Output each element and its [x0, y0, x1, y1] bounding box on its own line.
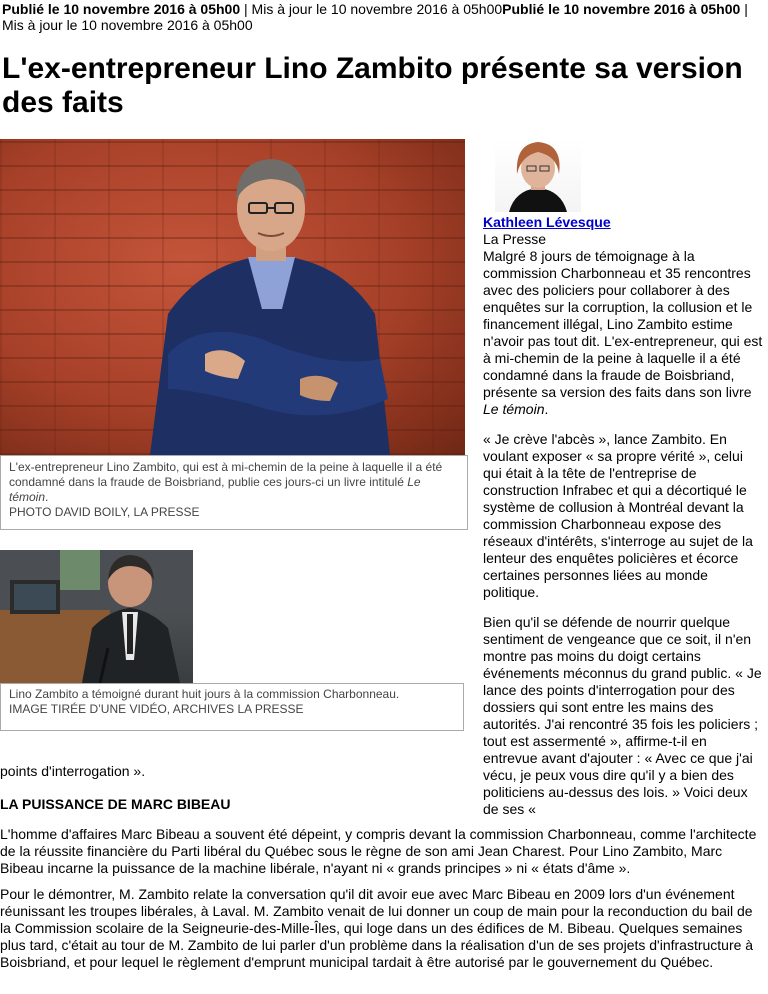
paragraph-interrogation: Bien qu'il se défende de nourrir quelque sentiment de vengeance que ce soit, il n'en montre pas moins du doigt certains événements méconnus du grand public. « Je lance des points d'interrogation pour des dossiers qui sont entre les mains des autorités. J'ai rencontré 35 fois les policiers ; tout est assermenté », affirme-t-il en entrevue avant d'ajouter : « Avec ce que j'ai vécu, je peux vous dire qu'il y a bien des politiciens au-dessus des lois. » Voici deux de ses « — [483, 614, 762, 817]
portrait-illustration — [0, 139, 465, 455]
section-heading: LA PUISSANCE DE MARC BIBEAU — [0, 796, 231, 812]
lead-text-end: . — [544, 401, 549, 417]
lead-paragraph — [483, 248, 763, 418]
paragraph-abces: « Je crève l'abcès », lance Zambito. En voulant exposer « sa propre vérité », celui qui était à la tête de l'entreprise de construction Infrabec et qui a décortiqué le système de collusion à Montréal devant la commission Charbonneau expose des réseaux d'intérêts, s'interroge au sujet de la lenteur des enquêtes policières et écorce certaines personnes liées au monde politique. — [483, 431, 753, 600]
published-label-repeat: Publié le 10 novembre 2016 à 05h00 — [502, 1, 741, 17]
photo-credit: IMAGE TIRÉE D’UNE VIDÉO, ARCHIVES LA PRESSE — [9, 702, 304, 716]
main-photo-caption — [0, 455, 468, 530]
lead-book-title: Le témoin — [483, 401, 545, 417]
article-title: L'ex-entrepreneur Lino Zambito présente sa version des faits — [2, 52, 743, 119]
paragraph-trail: points d'interrogation ». — [0, 763, 146, 779]
paragraph-laval: Pour le démontrer, M. Zambito relate la conversation qu'il dit avoir eue avec Marc Bibeau en 2009 lors d'un événement réunissant les troupes libérales, à Laval. M. Zambito venait de lui donner un coup de main pour la reconduction du bail de la Commission scolaire de la Seigneurie-des-Mille-Îles, qui loge dans un des édifices de M. Bibeau. Quelques semaines plus tard, c'était au tour de M. Zambito de lui parler d'un problème dans la réalisation d'un de ses projets d'infrastructure à Boisbriand, et pour lequel le règlement d'emprunt municipal tardait à être autorisé par le gouvernement du Québec. — [0, 886, 754, 970]
caption-text: Lino Zambito a témoigné durant huit jours à la commission Charbonneau. — [9, 687, 400, 701]
paragraph-bibeau: L'homme d'affaires Marc Bibeau a souvent été dépeint, y compris devant la commission Charbonneau, comme l'architecte de la réussite financière du Parti libéral du Québec sous le règne de son ami Jean Charest. Pour Lino Zambito, Marc Bibeau incarne la puissance de la machine libérale, n'ayant ni « grands principes » ni « états d'âme ». — [0, 826, 757, 876]
hearing-photo-caption — [0, 683, 464, 731]
published-label: Publié le 10 novembre 2016 à 05h00 — [2, 1, 241, 17]
author-name-link[interactable]: Kathleen Lévesque — [483, 214, 611, 230]
dateline — [2, 1, 766, 33]
hearing-photo — [0, 550, 193, 683]
caption-text: L'ex-entrepreneur Lino Zambito, qui est à mi-chemin de la peine à laquelle il a été condamné dans la fraude de Boisbriand, publie ces jours-ci un livre intitulé — [9, 460, 443, 489]
caption-end: . — [45, 490, 49, 504]
author-avatar-illustration — [495, 138, 581, 212]
photo-credit: PHOTO DAVID BOILY, LA PRESSE — [9, 505, 200, 519]
updated-label-repeat: | Mis à jour le 10 novembre 2016 à 05h00 — [2, 1, 748, 33]
author-avatar — [495, 138, 581, 212]
author-outlet: La Presse — [483, 231, 547, 247]
book-title: Le témoin — [9, 475, 421, 504]
updated-label: | Mis à jour le 10 novembre 2016 à 05h00 — [240, 1, 503, 17]
hearing-illustration — [0, 550, 193, 683]
lead-text: Malgré 8 jours de témoignage à la commission Charbonneau et 35 rencontres avec des policiers pour collaborer à des enquêtes sur la corruption, la collusion et le financement illégal, Lino Zambito estime n'avoir pas tout dit. L'ex-entrepreneur, qui est à mi-chemin de la peine à laquelle il a été condamné dans la fraude de Boisbriand, présente sa version des faits dans son livre — [483, 248, 763, 400]
article-right-column — [483, 214, 763, 818]
main-photo — [0, 139, 465, 455]
